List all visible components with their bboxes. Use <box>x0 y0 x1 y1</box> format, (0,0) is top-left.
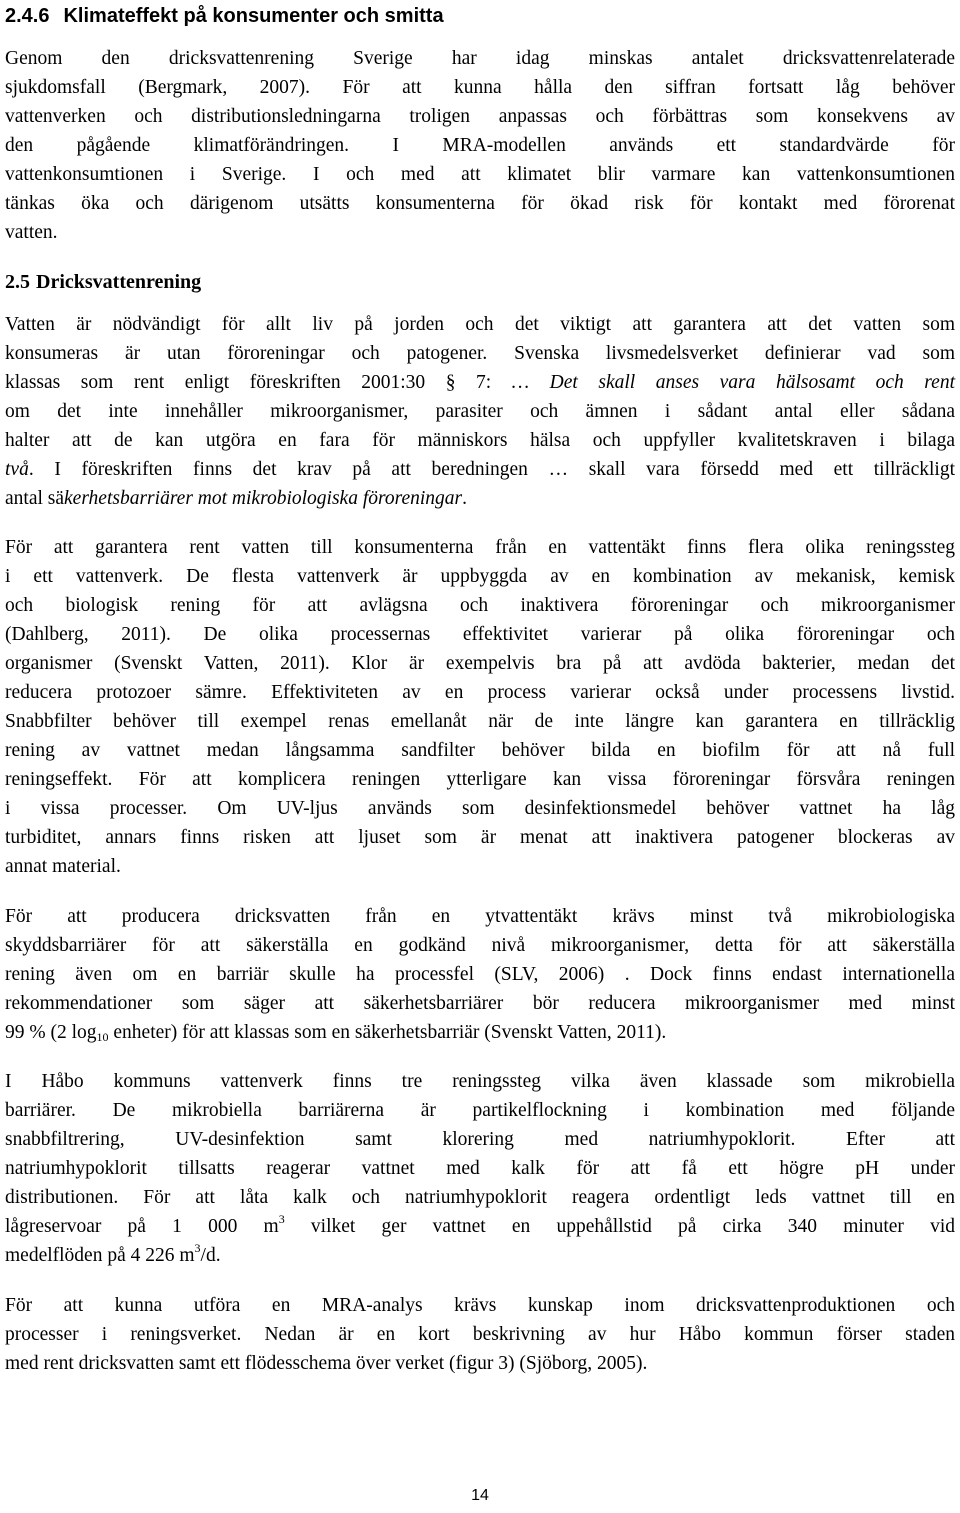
superscript: 3 <box>194 1241 201 1255</box>
text-line: om det inte innehåller mikroorganismer, parasiter och ämnen i sådant antal eller sådana <box>5 401 955 422</box>
quote-text: kerhetsbarriärer mot mikrobiologiska föroreningar <box>64 488 463 509</box>
text-line <box>5 458 955 482</box>
text-line: och biologisk rening för att avlägsna och inaktivera föroreningar och mikroorganismer <box>5 595 955 616</box>
text-line: För att kunna utföra en MRA-analys krävs kunskap inom dricksvattenproduktionen och <box>5 1295 955 1316</box>
text-line: distributionen. För att låta kalk och natriumhypoklorit reagera ordentligt leds vattnet till en <box>5 1187 955 1208</box>
text-span: /d. <box>200 1245 221 1266</box>
text-line <box>5 371 955 395</box>
text-span: klassas som rent enligt föreskriften 2001:30 § 7: <box>5 372 512 393</box>
text-line <box>5 1021 955 1045</box>
text-line <box>5 1212 956 1239</box>
text-line: processer i reningsverket. Nedan är en kort beskrivning av hur Håbo kommun förser staden <box>5 1324 955 1345</box>
text-span: 99 % (2 log <box>5 1022 97 1043</box>
text-line: vattenkonsumtionen i Sverige. I och med att klimatet blir varmare kan vattenkonsumtionen <box>5 164 955 185</box>
text-line: (Dahlberg, 2011). De olika processernas effektivitet varierar på olika föroreningar och <box>5 624 955 645</box>
text-span: … skall vara försedd med ett tillräckligt <box>548 459 955 480</box>
text-line: Vatten är nödvändigt för allt liv på jorden och det viktigt att garantera att det vatten som <box>5 314 955 335</box>
section-title: Klimateffekt på konsumenter och smitta <box>63 5 444 27</box>
text-line: natriumhypoklorit tillsatts reagerar vattnet med kalk för att få ett högre pH under <box>5 1158 955 1179</box>
text-span: vilket ger vattnet en uppehållstid på cirka 340 minuter vid <box>284 1216 956 1237</box>
text-line <box>5 487 955 511</box>
text-line: rekommendationer som säger att säkerhetsbarriärer bör reducera mikroorganismer med minst <box>5 993 955 1014</box>
text-line: organismer (Svenskt Vatten, 2011). Klor är exempelvis bra på att avdöda bakterier, medan det <box>5 653 955 674</box>
text-span: antal sä <box>5 488 65 509</box>
text-line: sjukdomsfall (Bergmark, 2007). För att kunna hålla den siffran fortsatt låg behöver <box>5 77 955 98</box>
text-line: barriärer. De mikrobiella barriärerna är partikelflockning i kombination med följande <box>5 1100 955 1121</box>
text-line: med rent dricksvatten samt ett flödesschema över verket (figur 3) (Sjöborg, 2005). <box>5 1353 648 1374</box>
section-number: 2.5 <box>5 271 30 293</box>
quote-text: två <box>5 459 29 480</box>
subscript: 10 <box>96 1030 109 1044</box>
text-line: rening även om en barriär skulle ha processfel (SLV, 2006) . Dock finns endast internationella <box>5 964 955 985</box>
text-line: tänkas öka och därigenom utsätts konsumenterna för ökad risk för kontakt med förorenat <box>5 193 955 214</box>
text-line: vatten. <box>5 222 58 243</box>
text-line: skyddsbarriärer för att säkerställa en godkänd nivå mikroorganismer, detta för att säkerställa <box>5 935 955 956</box>
text-line: I Håbo kommuns vattenverk finns tre reningssteg vilka även klassade som mikrobiella <box>5 1071 955 1092</box>
text-line: snabbfiltrering, UV-desinfektion samt klorering med natriumhypoklorit. Efter att <box>5 1129 955 1150</box>
text-line: reducera protozoer sämre. Effektiviteten av en process varierar också under processens livstid. <box>5 682 955 703</box>
section-heading-2-5 <box>5 270 955 294</box>
section-title: Dricksvattenrening <box>36 271 202 293</box>
text-line: reningseffekt. För att komplicera reningen ytterligare kan vissa föroreningar försvåra reningen <box>5 769 955 790</box>
text-line <box>5 1241 955 1268</box>
text-line: rening av vattnet medan långsamma sandfilter behöver bilda en biofilm för att nå full <box>5 740 955 761</box>
text-span: medelflöden på 4 226 m <box>5 1245 195 1266</box>
text-line: Snabbfilter behöver till exempel renas emellanåt när de inte längre kan garantera en tillräcklig <box>5 711 955 732</box>
text-line: den pågående klimatförändringen. I MRA-modellen används ett standardvärde för <box>5 135 955 156</box>
text-line: vattenverken och distributionsledningarna troligen anpassas och förbättras som konsekvens av <box>5 106 955 127</box>
document-page <box>5 0 955 1513</box>
text-line: Genom den dricksvattenrening Sverige har idag minskas antalet dricksvattenrelaterade <box>5 48 955 69</box>
section-heading-2-4-6 <box>5 4 955 28</box>
text-span: . <box>462 488 468 509</box>
text-line: turbiditet, annars finns risken att ljuset som är menat att inaktivera patogener blockeras av <box>5 827 955 848</box>
page-number: 14 <box>471 1487 489 1504</box>
text-span: lågreservoar på 1 000 m <box>5 1216 279 1237</box>
text-line: annat material. <box>5 856 121 877</box>
text-span: . I föreskriften finns det krav på att beredningen <box>28 459 549 480</box>
text-line: För att garantera rent vatten till konsumenterna från en vattentäkt finns flera olika reningssteg <box>5 537 955 558</box>
text-line: För att producera dricksvatten från en ytvattentäkt krävs minst två mikrobiologiska <box>5 906 955 927</box>
text-line: halter att de kan utgöra en fara för människors hälsa och uppfyller kvalitetskraven i bilaga <box>5 430 955 451</box>
text-line: i vissa processer. Om UV-ljus används som desinfektionsmedel behöver vattnet ha låg <box>5 798 955 819</box>
superscript: 3 <box>278 1212 285 1226</box>
text-line: konsumeras är utan föroreningar och patogener. Svenska livsmedelsverket definierar vad som <box>5 343 955 364</box>
section-number: 2.4.6 <box>5 5 50 27</box>
text-line: i ett vattenverk. De flesta vattenverk är uppbyggda av en kombination av mekanisk, kemisk <box>5 566 955 587</box>
text-span: enheter) för att klassas som en säkerhetsbarriär (Svenskt Vatten, 2011). <box>108 1022 667 1043</box>
quote-text: … Det skall anses vara hälsosamt och rent <box>511 372 955 393</box>
